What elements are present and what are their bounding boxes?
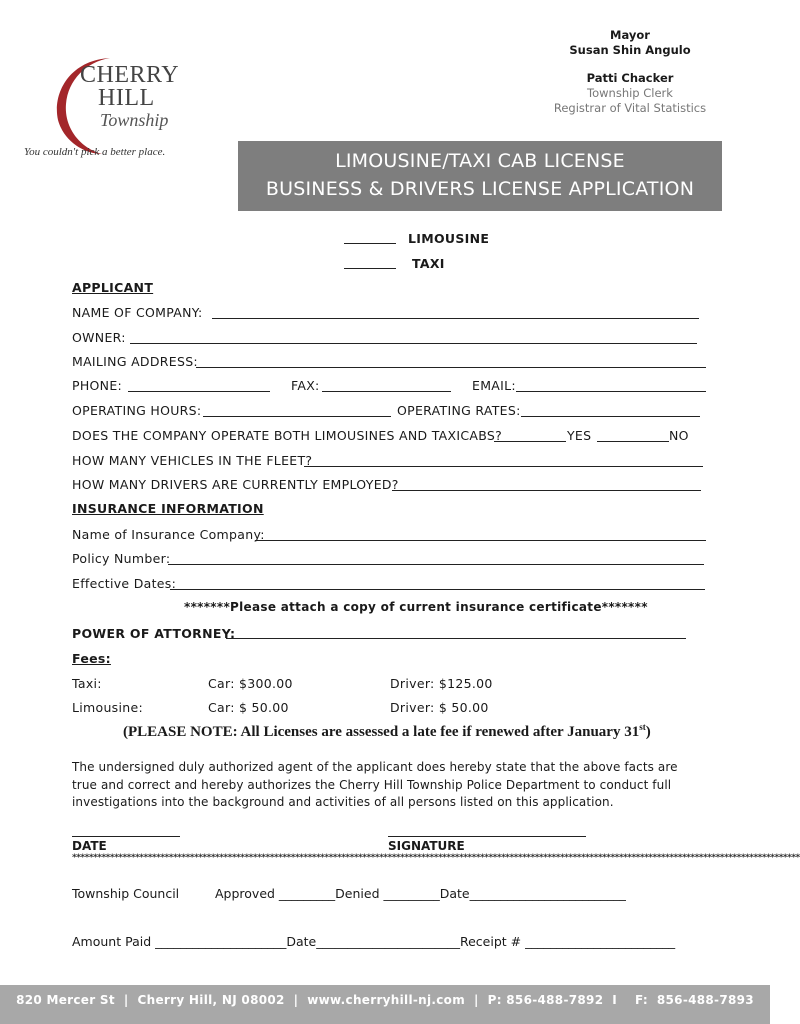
footer-contact: 820 Mercer St | Cherry Hill, NJ 08002 | www.cherryhill-nj.com | P: 856-488-7892 I F: 856-488-7893 [16,993,754,1007]
signature-label: SIGNATURE [388,839,465,853]
no-label: NO [669,428,689,443]
mailing-field[interactable] [196,367,706,368]
fax-field[interactable] [322,391,451,392]
hours-field[interactable] [203,416,391,417]
council-label: Township Council [72,886,180,901]
mayor-label: Mayor [610,28,650,42]
rates-field[interactable] [521,416,700,417]
late-fee-note [123,722,651,741]
drivers-field[interactable] [392,490,701,491]
form-title-line1: LIMOUSINE/TAXI CAB LICENSE [335,150,625,172]
email-field[interactable] [516,391,706,392]
fax-label: FAX: [291,378,320,393]
rates-label: OPERATING RATES: [397,403,521,418]
form-title-box [238,141,722,211]
signature-field[interactable] [388,836,586,837]
date-label: DATE [72,839,107,853]
late-fee-sup: st [639,722,646,732]
separator-stars: ***************************************************************************************************************************************************************************** [72,853,800,863]
policy-field[interactable] [168,564,704,565]
footer-bar [0,985,770,1024]
insurance-company-label: Name of Insurance Company: [72,527,265,542]
fee-taxi-car: Car: $300.00 [208,676,293,691]
insurance-company-field[interactable] [255,540,706,541]
logo-line1: CHERRY [80,62,180,88]
mailing-label: MAILING ADDRESS: [72,354,198,369]
both-question: DOES THE COMPANY OPERATE BOTH LIMOUSINES AND TAXICABS? [72,428,503,443]
approval-line: Approved _________Denied _________Date_________________________ [215,886,626,901]
fee-limo-car: Car: $ 50.00 [208,700,289,715]
company-field[interactable] [212,318,699,319]
fee-taxi-type: Taxi: [72,676,102,691]
no-field[interactable] [597,441,669,442]
fee-taxi-driver: Driver: $125.00 [390,676,493,691]
logo-line3: Township [100,110,169,130]
vehicles-field[interactable] [304,466,703,467]
yes-field[interactable] [494,441,566,442]
email-label: EMAIL: [472,378,516,393]
yes-label: YES [567,428,592,443]
insurance-attach-note: *******Please attach a copy of current insurance certificate******* [184,600,648,614]
limousine-option: LIMOUSINE [408,231,490,246]
effective-field[interactable] [170,589,705,590]
insurance-heading: INSURANCE INFORMATION [72,501,264,516]
form-title-line2: BUSINESS & DRIVERS LICENSE APPLICATION [265,178,695,200]
drivers-question: HOW MANY DRIVERS ARE CURRENTLY EMPLOYED? [72,477,399,492]
amount-line: Amount Paid _____________________Date_______________________Receipt # ________________________ [72,934,676,949]
taxi-check-line[interactable] [344,268,396,269]
poa-label: POWER OF ATTORNEY: [72,626,236,641]
clerk-subtitle: Registrar of Vital Statistics [553,101,707,115]
clerk-title: Township Clerk [587,86,673,100]
phone-field[interactable] [128,391,270,392]
logo-line2: HILL [98,85,155,111]
owner-field[interactable] [130,343,697,344]
fees-heading: Fees: [72,651,111,666]
fee-limo-type: Limousine: [72,700,143,715]
policy-label: Policy Number: [72,551,171,566]
phone-label: PHONE: [72,378,123,393]
limousine-check-line[interactable] [344,243,396,244]
late-fee-close: ) [645,724,651,740]
late-fee-text: (PLEASE NOTE: All Licenses are assessed a late fee if renewed after January 31 [123,724,640,740]
company-label: NAME OF COMPANY: [72,305,203,320]
logo-tagline: You couldn't pick a better place. [24,146,166,158]
owner-label: OWNER: [72,330,126,345]
poa-field[interactable] [226,638,686,639]
fee-limo-driver: Driver: $ 50.00 [390,700,489,715]
date-field[interactable] [72,836,180,837]
hours-label: OPERATING HOURS: [72,403,202,418]
applicant-heading: APPLICANT [72,280,154,295]
clerk-name: Patti Chacker [586,71,674,85]
effective-label: Effective Dates: [72,576,177,591]
mayor-name: Susan Shin Angulo [569,43,691,57]
vehicles-question: HOW MANY VEHICLES IN THE FLEET? [72,453,313,468]
authorization-statement: The undersigned duly authorized agent of the applicant does hereby state that the above facts are true and correct and hereby authorizes the Cherry Hill Township Police Department to conduct full investigations into the background and activities of all persons listed on this application. [72,760,678,809]
taxi-option: TAXI [412,256,445,271]
